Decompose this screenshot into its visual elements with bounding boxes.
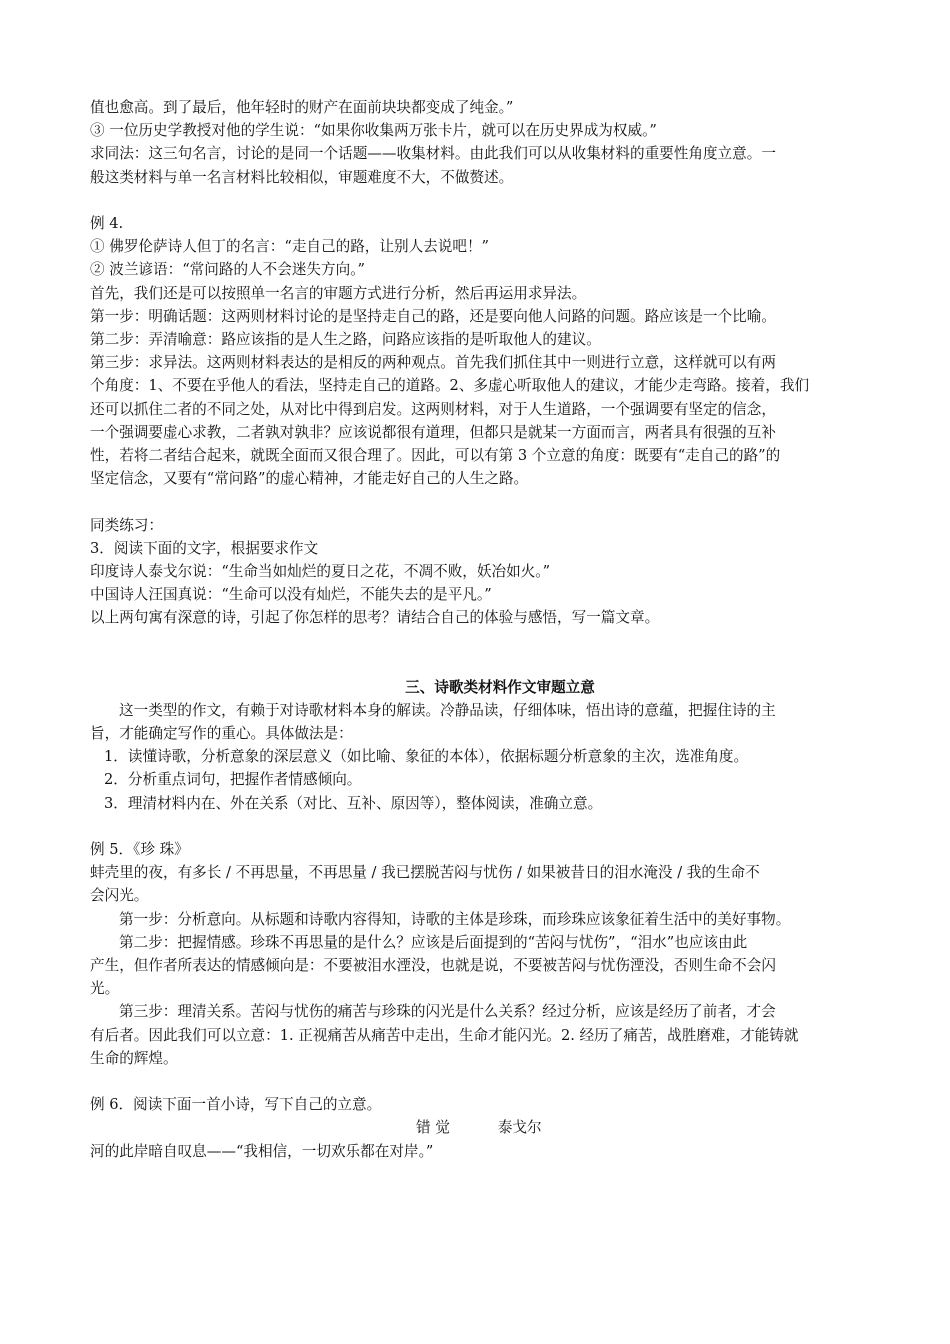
text-line: 般这类材料与单一名言材料比较相似，审题难度不大，不做赘述。: [90, 168, 514, 186]
text-line: 首先，我们还是可以按照单一名言的审题方式进行分析，然后再运用求异法。: [90, 284, 587, 302]
document-page: [90, 96, 870, 1163]
step-2: 第二步：把握情感。珍珠不再思量的是什么？应该是后面提到的“苦闷与忧伤”，“泪水”也应该由此: [119, 933, 748, 951]
practice-label: 同类练习：: [90, 516, 163, 534]
poem-title-row: [90, 1116, 870, 1139]
method-1: 1．读懂诗歌，分析意象的深层意义（如比喻、象征的本体），依据标题分析意象的主次，选准角度。: [104, 748, 749, 766]
example-4-label: 例 4.: [90, 215, 124, 232]
text-line: 值也愈高。到了最后，他年轻时的财产在面前块块都变成了纯金。”: [90, 99, 514, 116]
step-3-line: 性，若将二者结合起来，就既全面而又很合理了。因此，可以有第 3 个立意的角度：既要有“走自己的路”的: [90, 447, 781, 465]
poem-author: 泰戈尔: [497, 1119, 542, 1137]
practice-question: 以上两句寓有深意的诗，引起了你怎样的思考？请结合自己的体验与感悟，写一篇文章。: [90, 609, 660, 627]
poem-title: 错 觉: [416, 1119, 450, 1137]
text-line: 旨，才能确定写作的重心。具体做法是：: [90, 725, 353, 743]
step-2-cont: 产生，但作者所表达的情感倾向是：不要被泪水湮没，也就是说，不要被苦闷与忧伤湮没，否则生命不会闪: [90, 957, 776, 975]
step-2-cont: 光。: [90, 980, 120, 998]
example-5-label: 例 5．《珍 珠》: [90, 841, 189, 859]
step-1: 第一步：分析意向。从标题和诗歌内容得知，诗歌的主体是珍珠，而珍珠应该象征着生活中的美好事物。: [119, 910, 791, 928]
step-3-line: 还可以抓住二者的不同之处，从对比中得到启发。这两则材料，对于人生道路，一个强调要有坚定的信念，: [90, 400, 776, 418]
quote-3: ③ 一位历史学教授对他的学生说：“如果你收集两万张卡片，就可以在历史界成为权威。”: [90, 122, 657, 140]
step-3-cont: 有后者。因此我们可以立意：1. 正视痛苦从痛苦中走出，生命才能闪光。2. 经历了痛苦，战胜磨难，才能铸就: [90, 1026, 799, 1044]
poem-line: 河的此岸暗自叹息——“我相信，一切欢乐都在对岸。”: [90, 1142, 434, 1160]
quote-1: ① 佛罗伦萨诗人但丁的名言：“走自己的路，让别人去说吧！”: [90, 238, 490, 256]
step-3-line: 坚定信念，又要有“常问路”的虚心精神，才能走好自己的人生之路。: [90, 470, 529, 488]
step-3-line: 个角度：1、不要在乎他人的看法，坚持走自己的道路。2、多虚心听取他人的建议，才能少走弯路。接着，我们: [90, 377, 810, 395]
example-6-label: 例 6．阅读下面一首小诗，写下自己的立意。: [90, 1096, 382, 1114]
step-2: 第二步：弄清喻意：路应该指的是人生之路，问路应该指的是听取他人的建议。: [90, 331, 601, 349]
step-3-line: 第三步：求异法。这两则材料表达的是相反的两种观点。首先我们抓住其中一则进行立意，这样就可以有两: [90, 354, 776, 372]
text-line: 这一类型的作文，有赖于对诗歌材料本身的解读。冷静品读，仔细体味，悟出诗的意蕴，把握住诗的主: [119, 701, 776, 719]
step-3-line: 一个强调要虚心求教，二者孰对孰非？应该说都很有道理，但都只是就某一方面而言，两者具有很强的互补: [90, 423, 776, 441]
text-line: 求同法：这三句名言，讨论的是同一个话题——收集材料。由此我们可以从收集材料的重要性角度立意。一: [90, 145, 776, 163]
practice-quote-1: 印度诗人泰戈尔说：“生命当如灿烂的夏日之花，不凋不败，妖冶如火。”: [90, 563, 551, 581]
poem-line: 蚌壳里的夜，有多长 / 不再思量，不再思量 / 我已摆脱苦闷与忧伤 / 如果被昔日的泪水淹没 / 我的生命不: [90, 864, 760, 882]
practice-item: 3．阅读下面的文字，根据要求作文: [90, 539, 319, 557]
step-3: 第三步：理清关系。苦闷与忧伤的痛苦与珍珠的闪光是什么关系？经过分析，应该是经历了前者，才会: [119, 1003, 776, 1021]
method-2: 2．分析重点词句，把握作者情感倾向。: [104, 771, 362, 789]
quote-2: ② 波兰谚语：“常问路的人不会迷失方向。”: [90, 261, 365, 279]
step-1: 第一步：明确话题：这两则材料讨论的是坚持走自己的路，还是要向他人问路的问题。路应该是一个比喻。: [90, 307, 776, 325]
step-3-cont: 生命的辉煌。: [90, 1049, 178, 1067]
poem-line: 会闪光。: [90, 887, 149, 905]
method-3: 3．理清材料内在、外在关系（对比、互补、原因等），整体阅读，准确立意。: [104, 794, 603, 812]
section-heading: 三、诗歌类材料作文审题立意: [405, 678, 595, 696]
practice-quote-2: 中国诗人汪国真说：“生命可以没有灿烂，不能失去的是平凡。”: [90, 586, 492, 604]
